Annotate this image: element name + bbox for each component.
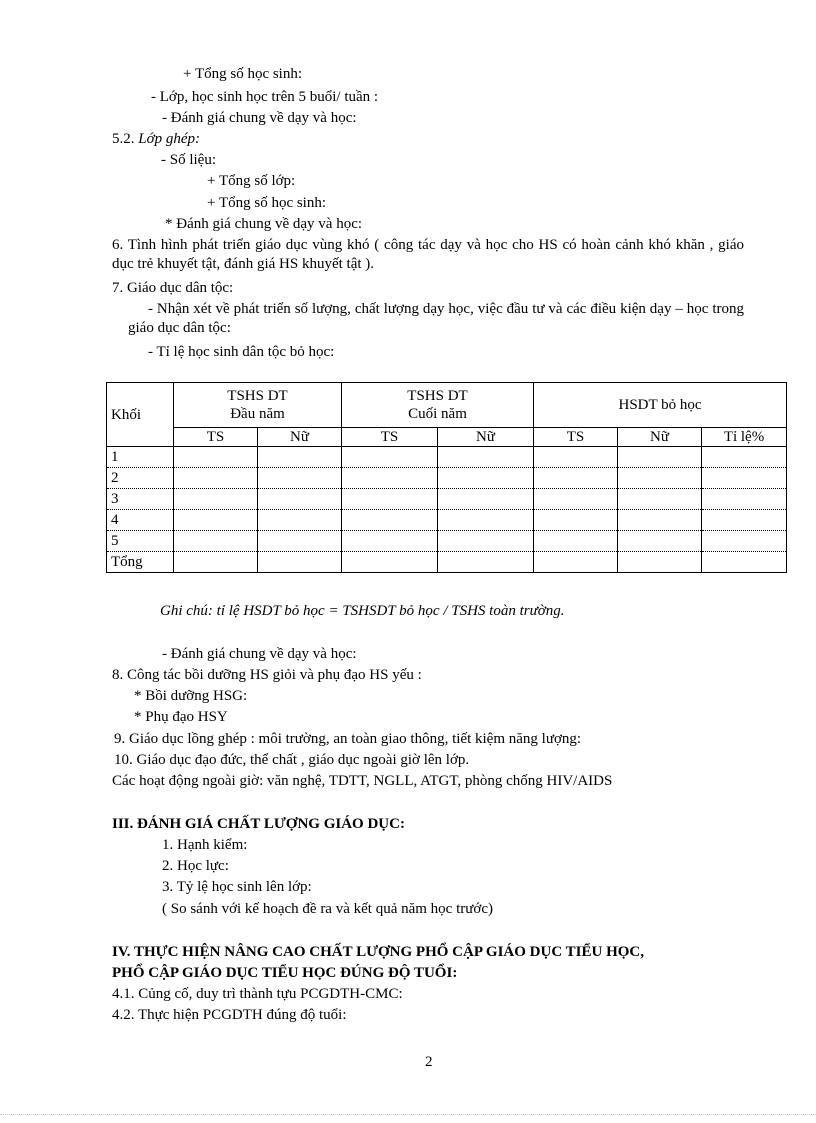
page-bottom-divider xyxy=(0,1114,816,1115)
paragraph-section-6: 6. Tình hình phát triển giáo dục vùng khó ( công tác dạy và học cho HS có hoàn cảnh khó khăn , giáo dục trẻ khuyết tật, đánh giá HS khuyết tật ). xyxy=(112,237,744,272)
text-line: - Đánh giá chung về dạy và học: xyxy=(162,646,357,662)
table-cell xyxy=(258,531,342,552)
table-cell xyxy=(618,489,702,510)
table-cell xyxy=(258,468,342,489)
table-cell xyxy=(438,489,534,510)
table-cell xyxy=(702,447,787,468)
table-cell xyxy=(702,468,787,489)
table-cell xyxy=(342,510,438,531)
table-row xyxy=(107,510,787,531)
table-cell xyxy=(618,552,702,573)
table-row xyxy=(107,447,787,468)
table-row xyxy=(107,531,787,552)
section-title: Lớp ghép: xyxy=(138,131,201,147)
header-label: TSHS DT xyxy=(227,388,288,404)
table-cell xyxy=(174,447,258,468)
ethnic-dropout-table xyxy=(106,382,787,573)
header-khoi: Khối xyxy=(107,383,174,447)
text-line: - Số liệu: xyxy=(161,152,216,168)
table-cell xyxy=(342,447,438,468)
section-5-2 xyxy=(112,130,200,149)
row-label: Tổng xyxy=(107,552,174,573)
header-group-cuoi-nam xyxy=(342,383,534,428)
table-cell xyxy=(342,468,438,489)
text-line: 4.1. Củng cố, duy trì thành tựu PCGDTH-CMC: xyxy=(112,986,403,1002)
table-cell xyxy=(174,531,258,552)
section-10: 10. Giáo dục đạo đức, thể chất , giáo dục ngoài giờ lên lớp. xyxy=(114,752,470,768)
table-cell xyxy=(258,447,342,468)
heading-section-iv: IV. THỰC HIỆN NÂNG CAO CHẤT LƯỢNG PHỔ CẬP GIÁO DỤC TIỂU HỌC, xyxy=(112,944,645,960)
text-line: 2. Học lực: xyxy=(162,858,229,874)
table-cell xyxy=(702,489,787,510)
note-text: Ghi chú: tỉ lệ HSDT bỏ học = TSHSDT bỏ học / TSHS toàn trường xyxy=(160,603,561,619)
text-line: - Đánh giá chung về dạy và học: xyxy=(162,110,357,126)
row-label: 1 xyxy=(107,447,174,468)
page-number: 2 xyxy=(425,1054,433,1070)
subheader: TS xyxy=(534,428,618,447)
table-cell xyxy=(342,489,438,510)
text-line: + Tổng số học sinh: xyxy=(207,195,327,211)
table-cell xyxy=(258,510,342,531)
table-cell xyxy=(342,531,438,552)
table-cell xyxy=(342,552,438,573)
table-cell xyxy=(618,510,702,531)
row-label: 5 xyxy=(107,531,174,552)
subheader: TS xyxy=(174,428,258,447)
table-note: Ghi chú: tỉ lệ HSDT bỏ học = TSHSDT bỏ học / TSHS toàn trường. xyxy=(160,603,565,619)
section-7-title: 7. Giáo dục dân tộc: xyxy=(112,280,234,296)
table-cell xyxy=(438,468,534,489)
row-label: 4 xyxy=(107,510,174,531)
table-cell xyxy=(618,468,702,489)
subheader: TS xyxy=(342,428,438,447)
table-row-total xyxy=(107,552,787,573)
text-line: + Tổng số lớp: xyxy=(207,173,296,189)
table-cell xyxy=(702,531,787,552)
text-line: - Lớp, học sinh học trên 5 buổi/ tuần : xyxy=(151,89,379,105)
text-line: 3. Tỷ lệ học sinh lên lớp: xyxy=(162,879,312,895)
text-line: * Phụ đạo HSY xyxy=(134,709,228,725)
table-cell xyxy=(702,510,787,531)
header-label: TSHS DT xyxy=(407,388,468,404)
table-cell xyxy=(534,447,618,468)
text-line: ( So sánh với kế hoạch đề ra và kết quả năm học trước) xyxy=(162,901,493,917)
text-line: + Tổng số học sinh: xyxy=(183,66,303,82)
table-cell xyxy=(258,552,342,573)
table-cell xyxy=(258,489,342,510)
table-row xyxy=(107,489,787,510)
table-cell xyxy=(534,489,618,510)
table-cell xyxy=(174,468,258,489)
table-cell xyxy=(438,531,534,552)
text-line: 4.2. Thực hiện PCGDTH đúng độ tuổi: xyxy=(112,1007,347,1023)
table-cell xyxy=(534,552,618,573)
header-group-bo-hoc: HSDT bỏ học xyxy=(534,383,787,428)
section-8-title: 8. Công tác bồi dưỡng HS giỏi và phụ đạo HS yếu : xyxy=(112,667,422,683)
header-sublabel: Cuối năm xyxy=(408,406,467,422)
table-cell xyxy=(702,552,787,573)
row-label: 3 xyxy=(107,489,174,510)
table-cell xyxy=(618,447,702,468)
table-cell xyxy=(438,447,534,468)
table-cell xyxy=(174,489,258,510)
table-cell xyxy=(174,510,258,531)
table-cell xyxy=(534,510,618,531)
table-cell xyxy=(438,552,534,573)
text-line: 1. Hạnh kiểm: xyxy=(162,837,248,853)
heading-section-iii: III. ĐÁNH GIÁ CHẤT LƯỢNG GIÁO DỤC: xyxy=(112,816,405,832)
section-9: 9. Giáo dục lồng ghép : môi trường, an toàn giao thông, tiết kiệm năng lượng: xyxy=(114,731,582,747)
table-cell xyxy=(438,510,534,531)
heading-section-iv-cont: PHỔ CẬP GIÁO DỤC TIỂU HỌC ĐÚNG ĐỘ TUỔI: xyxy=(112,965,458,981)
table-cell xyxy=(618,531,702,552)
paragraph-section-7: - Nhận xét về phát triển số lượng, chất lượng dạy học, việc đầu tư và các điều kiện dạy – học trong giáo dục dân tộc: xyxy=(128,301,744,336)
section-number: 5.2. xyxy=(112,131,139,147)
subheader: Nữ xyxy=(438,428,534,447)
header-sublabel: Đầu năm xyxy=(230,406,285,422)
text-line: - Tỉ lệ học sinh dân tộc bỏ học: xyxy=(148,344,335,360)
table-cell xyxy=(534,531,618,552)
table-cell xyxy=(534,468,618,489)
text-line: * Đánh giá chung về dạy và học: xyxy=(165,216,363,232)
subheader: Nữ xyxy=(258,428,342,447)
subheader: Nữ xyxy=(618,428,702,447)
row-label: 2 xyxy=(107,468,174,489)
table-cell xyxy=(174,552,258,573)
table-row xyxy=(107,468,787,489)
text-line: * Bồi dưỡng HSG: xyxy=(134,688,248,704)
header-group-dau-nam xyxy=(174,383,342,428)
subheader: Tỉ lệ% xyxy=(702,428,787,447)
text-line: Các hoạt động ngoài giờ: văn nghệ, TDTT, NGLL, ATGT, phòng chống HIV/AIDS xyxy=(112,773,613,789)
